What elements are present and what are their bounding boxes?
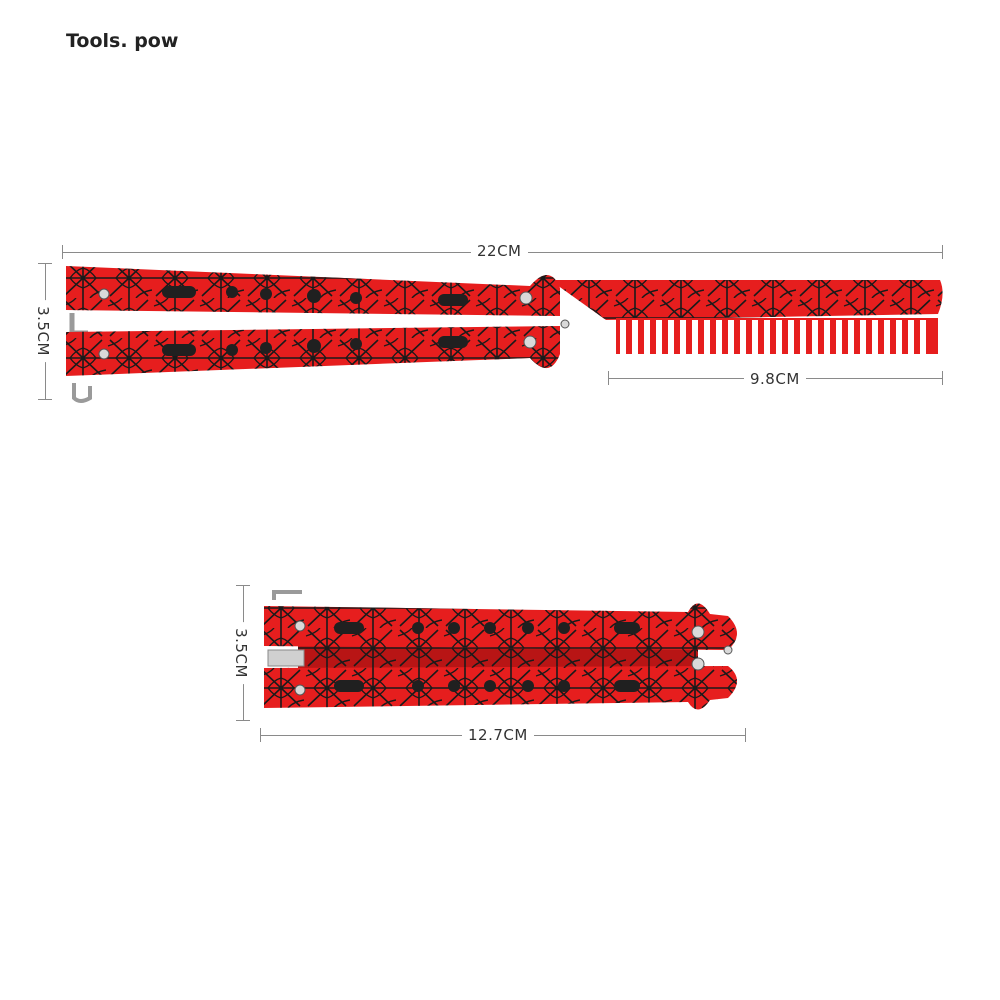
closed-width-label: 3.5CM xyxy=(232,622,250,684)
open-width-label: 3.5CM xyxy=(34,300,52,362)
open-butterfly-comb-image xyxy=(60,258,950,408)
comb-length-label: 9.8CM xyxy=(744,370,806,388)
brand-label: Tools. pow xyxy=(66,30,179,52)
closed-length-label: 12.7CM xyxy=(462,726,534,744)
open-length-label: 22CM xyxy=(471,242,528,260)
closed-butterfly-comb-image xyxy=(258,588,752,718)
